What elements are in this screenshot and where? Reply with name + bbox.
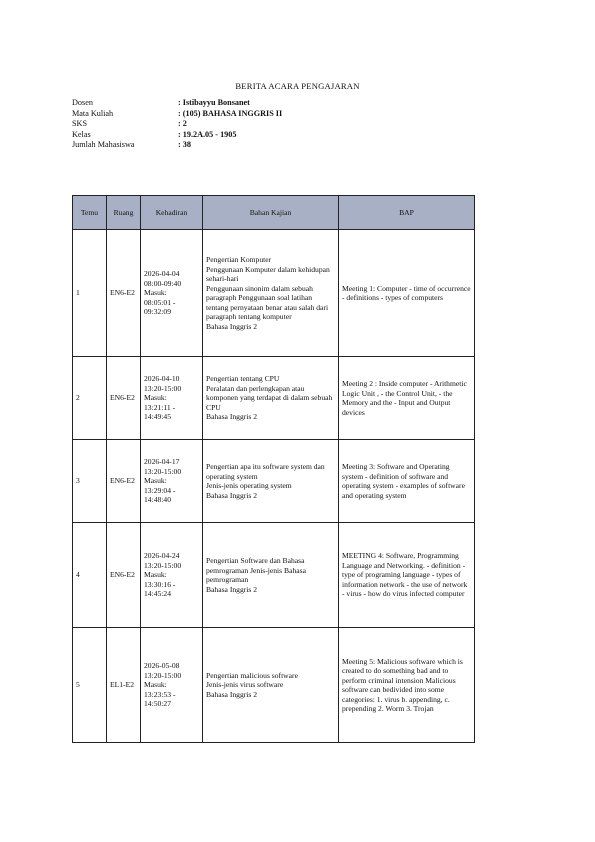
bahan-line: Pengertian apa itu software system dan operating system [206,462,325,481]
cell-bahan-kajian [203,230,339,357]
bahan-line: Pengertian Software dan Bahasa pemrograman Jenis-jenis Bahasa pemrograman [206,556,306,584]
cell-bap: Meeting 5: Malicious software which is created to do something bad and to perform criminal intension Malicious software can bedivided into some categories: 1. virus b. appending, c. prepending 2. Worm 3. Trojan [339,628,475,743]
meta-label: Kelas [72,129,91,139]
kehadiran-date: 2026-04-04 [144,269,180,279]
cell-ruang: EN6-E2 [107,357,141,440]
cell-kehadiran [141,523,203,628]
kehadiran-date: 2026-04-24 [144,551,180,561]
kehadiran-label: Masuk: [144,476,167,486]
cell-ruang: EL1-E2 [107,628,141,743]
cell-temu: 3 [73,440,107,523]
bahan-line: Pengertian tentang CPU [206,374,280,384]
kehadiran-date: 2026-04-10 [144,374,180,384]
meta-row-mata-kuliah [72,109,282,120]
bahan-line: Jenis-jenis virus software [206,680,284,690]
kehadiran-schedule: 08:00-09:40 [144,278,182,288]
meta-value: : 19.2A.05 - 1905 [178,129,237,139]
cell-temu: 1 [73,230,107,357]
meta-row-sks [72,119,282,130]
header-bahan-kajian: Bahan Kajian [203,196,339,230]
meta-row-dosen [72,98,282,109]
kehadiran-out: 14:45:24 [144,589,172,599]
meta-value: : (105) BAHASA INGGRIS II [178,108,283,118]
table-row [73,230,475,357]
table-row [73,357,475,440]
meta-label: Dosen [72,98,93,107]
kehadiran-schedule: 13:20-15:00 [144,466,182,476]
cell-bap: Meeting 1: Computer - time of occurrence - definitions - types of computers [339,230,475,357]
cell-kehadiran [141,230,203,357]
header-bap: BAP [339,196,475,230]
bahan-line: Pengertian Komputer [206,255,272,264]
kehadiran-schedule: 13:20-15:00 [144,670,182,680]
cell-ruang: EN6-E2 [107,523,141,628]
header-ruang: Ruang [107,196,141,230]
bahan-line: Bahasa Inggris 2 [206,321,258,331]
kehadiran-in: 13:30:16 - [144,579,176,589]
kehadiran-out: 14:49:45 [144,412,172,422]
bahan-line: Pengertian malicious software [206,670,298,680]
document-title: BERITA ACARA PENGAJARAN [235,81,360,91]
kehadiran-schedule: 13:20-15:00 [144,560,182,570]
cell-bahan-kajian [203,523,339,628]
kehadiran-in: 13:21:11 - [144,402,176,412]
cell-temu: 5 [73,628,107,743]
bahan-line: Penggunaan Komputer dalam kehidupan sehari-hari [206,264,330,283]
table-row [73,440,475,523]
cell-temu: 2 [73,357,107,440]
meta-value: : 2 [178,119,187,128]
kehadiran-out: 14:48:40 [144,495,172,505]
kehadiran-label: Masuk: [144,288,167,298]
meta-value: : 38 [178,140,191,149]
table-header-row [73,196,475,230]
teaching-report-table [72,195,475,743]
kehadiran-out: 09:32:09 [144,307,172,317]
kehadiran-label: Masuk: [144,393,167,403]
bahan-line: Jenis-jenis operating system [206,481,292,490]
meta-row-kelas [72,130,282,141]
kehadiran-date: 2026-05-08 [144,661,180,671]
cell-bap: MEETING 4: Software, Programming Language and Networking. - definition - type of programing language - types of information network - the use of network - virus - how do virus infected computer [339,523,475,628]
cell-kehadiran [141,440,203,523]
cell-bap: Meeting 2 : Inside computer - Arithmetic Logic Unit , - the Control Unit, - the Memory and the - Input and Output devices [339,357,475,440]
kehadiran-date: 2026-04-17 [144,457,180,467]
cell-kehadiran [141,628,203,743]
table-row [73,523,475,628]
header-temu: Temu [73,196,107,230]
meta-label: SKS [72,119,88,128]
header-kehadiran: Kehadiran [141,196,203,230]
meta-label: Mata Kuliah [72,108,114,118]
bahan-line: Bahasa Inggris 2 [206,490,258,500]
cell-bahan-kajian [203,357,339,440]
cell-bahan-kajian [203,628,339,743]
table-row [73,628,475,743]
cell-kehadiran [141,357,203,440]
cell-ruang: EN6-E2 [107,440,141,523]
meta-row-jumlah-mahasiswa [72,140,282,151]
kehadiran-schedule: 13:20-15:00 [144,383,182,393]
bahan-line: Penggunaan sinonim dalam sebuah paragraph Penggunaan soal latihan tentang pernyataan benar atau salah dari paragraph tentang komputer [206,283,329,321]
kehadiran-in: 08:05:01 - [144,297,176,307]
bahan-line: Bahasa Inggris 2 [206,689,258,699]
kehadiran-label: Masuk: [144,680,167,690]
bahan-line: Peralatan dan perlengkapan atau komponen yang terdapat di dalam sebuah CPU [206,383,333,412]
kehadiran-in: 13:29:04 - [144,485,176,495]
meta-value: : Istibayyu Bonsanet [178,98,250,107]
meta-label: Jumlah Mahasiswa [72,140,135,149]
bahan-line: Bahasa Inggris 2 [206,584,258,594]
course-info [72,98,282,151]
kehadiran-label: Masuk: [144,570,167,580]
bahan-line: Bahasa Inggris 2 [206,412,258,422]
cell-bap: Meeting 3: Software and Operating system - definition of software and operating system - examples of software and operating system [339,440,475,523]
kehadiran-in: 13:23:53 - [144,689,176,699]
cell-ruang: EN6-E2 [107,230,141,357]
kehadiran-out: 14:50:27 [144,699,172,709]
cell-temu: 4 [73,523,107,628]
cell-bahan-kajian [203,440,339,523]
